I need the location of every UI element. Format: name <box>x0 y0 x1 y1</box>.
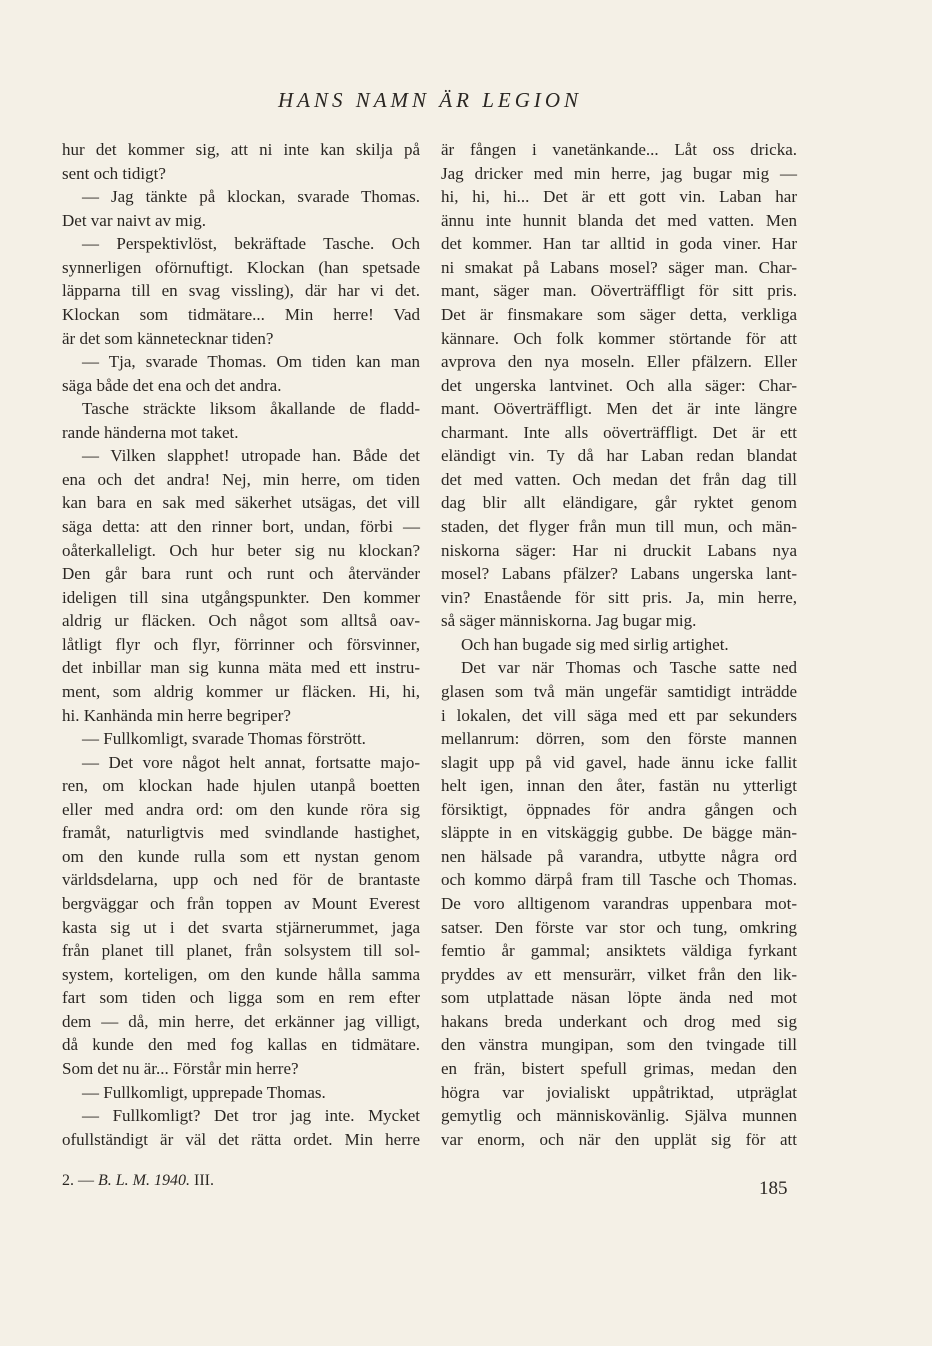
text-line: slagit upp på vid gavel, hade ännu icke fallit <box>441 752 797 772</box>
text-line: kasta sig ut i det svarta stjärnerummet, jaga <box>62 917 420 937</box>
text-line: charmant. Inte alls oöverträffligt. Det är ett <box>441 422 797 442</box>
text-line: staden, det flyger från mun till mun, och män- <box>441 517 797 536</box>
text-line: hur det kommer sig, att ni inte kan skilja på <box>62 140 420 159</box>
text-line: Det är finsmakare som säger detta, verkliga <box>441 304 797 324</box>
text-line: glasen som två män ungefär samtidigt inträdde <box>441 681 797 701</box>
text-line: gemytlig och människovänlig. Själva munnen <box>441 1106 797 1126</box>
text-line: det med vatten. Och medan det från dag till <box>441 469 797 489</box>
text-line: Jag dricker med min herre, jag bugar mig — <box>441 163 797 183</box>
text-line: ren, om klockan hade hjulen utanpå boetten <box>62 776 420 796</box>
text-line: säga detta: att den rinner bort, undan, förbi — <box>62 517 420 536</box>
text-line: niskorna säger: Har ni druckit Labans nya <box>441 540 797 560</box>
text-line: dem — då, min herre, det erkänner jag villigt, <box>62 1011 420 1031</box>
text-line: säga både det ena och det andra. <box>62 375 282 395</box>
journal-name: B. L. M. 1940. <box>98 1172 190 1189</box>
text-line: Klockan som tidmätare... Min herre! Vad <box>62 304 420 324</box>
text-line: Det var när Thomas och Tasche satte ned <box>461 658 797 678</box>
text-line: Det var naivt av mig. <box>62 210 206 230</box>
signature-number: 2. — <box>62 1172 94 1189</box>
text-line: Som det nu är... Förstår min herre? <box>62 1058 299 1078</box>
text-line: den vänstra mungipan, som den tvingade till <box>441 1035 797 1055</box>
text-line: är fången i vanetänkande... Låt oss dricka. <box>441 140 797 159</box>
text-line: läpparna till en svag vissling), där har vi det. <box>62 281 420 301</box>
text-line: var enorm, och när den upplät sig för att <box>441 1129 797 1149</box>
volume-number: III. <box>194 1172 214 1189</box>
text-line: fart som tiden och ligga som en rem efter <box>62 988 420 1008</box>
text-line: system, korteligen, om den kunde hålla samma <box>62 964 420 984</box>
text-line: eller med andra ord: om den kunde röra sig <box>62 799 420 819</box>
text-line: Den går bara runt och runt och återvänder <box>62 564 420 584</box>
text-line: aldrig ur fläcken. Och något som alltså oav- <box>62 611 420 631</box>
text-line: De voro alltigenom varandras uppenbara mot- <box>441 894 797 913</box>
text-line: ideligen till sina utgångspunkter. Den kommer <box>62 587 420 607</box>
text-line: vin? Enastående för sitt pris. Ja, min herre, <box>441 587 797 607</box>
text-line: Tasche sträckte liksom åkallande de fladd- <box>82 399 420 419</box>
text-line: — Fullkomligt? Det tror jag inte. Mycket <box>82 1106 420 1126</box>
text-line: ofullständigt är väl det rätta ordet. Min herre <box>62 1129 420 1149</box>
text-line: hi. Kanhända min herre begriper? <box>62 705 291 725</box>
text-line: mant, säger man. Oöverträffligt för sitt pris. <box>441 281 797 301</box>
page-number: 185 <box>759 1178 788 1199</box>
text-line: släppte in en vitskäggig gubbe. De bägge män- <box>441 823 797 843</box>
text-line: försiktigt, öppnades för andra gången och <box>441 799 797 819</box>
text-line: det ungerska lantvinet. Och alla säger: Char- <box>441 375 797 395</box>
text-line: satser. Den förste var stor och tung, omkring <box>441 917 797 937</box>
text-line: — Det vore något helt annat, fortsatte majo- <box>82 752 420 772</box>
text-line: och kommo därpå fram till Tasche och Thomas. <box>441 870 797 890</box>
running-title: HANS NAMN ÄR LEGION <box>277 88 583 112</box>
text-line: — Vilken slapphet! utropade han. Både det <box>82 446 420 466</box>
text-line: eländigt vin. Ty då har Laban redan blandat <box>441 446 797 466</box>
text-line: kännare. Och folk kommer störtande för att <box>441 328 797 348</box>
text-line: mellanrum: dörren, som den förste mannen <box>441 729 797 749</box>
text-line: femtio år gammal; ansiktets väldiga fyrkant <box>441 941 797 961</box>
text-line: om den kunde rulla som ett nystan genom <box>62 846 420 866</box>
text-line: världsdelarna, upp och ned för de brantaste <box>62 870 420 890</box>
text-line: helt igen, innan den åter, fastän nu ytterligt <box>441 776 797 796</box>
text-line: hakans breda underkant och drog med sig <box>441 1011 797 1031</box>
text-line: — Jag tänkte på klockan, svarade Thomas. <box>82 187 420 207</box>
text-line: ni smakat på Labans mosel? säger man. Char- <box>441 257 797 277</box>
text-line: från planet till planet, från solsystem till sol- <box>62 941 420 961</box>
right-text-column <box>441 138 797 1151</box>
text-line: — Perspektivlöst, bekräftade Tasche. Och <box>82 234 420 254</box>
text-line: det inbillar man sig kunna mäta med ett instru- <box>62 658 420 678</box>
footer-signature <box>62 1172 214 1190</box>
text-line: ment, som aldrig kommer ur fläcken. Hi, hi, <box>62 681 420 701</box>
text-line: — Fullkomligt, svarade Thomas förstrött. <box>82 729 366 749</box>
text-line: Och han bugade sig med sirlig artighet. <box>461 634 729 654</box>
text-line: rande händerna mot taket. <box>62 422 239 442</box>
text-line: i lokalen, det vill säga med ett par sekunders <box>441 705 797 725</box>
text-line: ännu inte hunnit blanda det med vatten. Men <box>441 210 797 230</box>
text-line: dag blir allt eländigare, går ryktet genom <box>441 493 797 513</box>
text-line: det kommer. Han tar alltid in goda viner. Har <box>441 234 797 254</box>
text-line: — Tja, svarade Thomas. Om tiden kan man <box>82 352 420 372</box>
text-line: mant. Oöverträffligt. Men det är inte längre <box>441 399 797 419</box>
text-line: — Fullkomligt, upprepade Thomas. <box>82 1082 326 1102</box>
text-line: synnerligen oförnuftigt. Klockan (han spetsade <box>62 257 420 277</box>
text-line: en frän, bistert spefull grimas, medan den <box>441 1058 797 1078</box>
text-line: sent och tidigt? <box>62 163 166 183</box>
left-text-column <box>62 138 420 1151</box>
text-line: avprova den nya moseln. Eller pfälzern. Eller <box>441 352 797 372</box>
text-line: pryddes av ett mensurärr, vilket från den lik- <box>441 964 797 984</box>
text-line: hi, hi, hi... Det är ett gott vin. Laban har <box>441 187 797 207</box>
text-line: ena och det andra! Nej, min herre, om tiden <box>62 469 420 489</box>
text-line: framåt, naturligtvis med svindlande hastighet, <box>62 823 420 843</box>
text-line: högra var jovialiskt uppåtriktad, utpräglat <box>441 1082 797 1102</box>
text-line: som utplattade näsan löpte ända ned mot <box>441 988 797 1008</box>
text-line: då kunde den med fog kallas en tidmätare. <box>62 1035 420 1055</box>
text-line: oåterkalleligt. Och hur beter sig nu klockan? <box>62 540 420 560</box>
text-line: är det som kännetecknar tiden? <box>62 328 274 348</box>
text-line: bergväggar och från toppen av Mount Everest <box>62 894 420 913</box>
text-line: nen hälsade på varandra, utbytte några ord <box>441 846 797 866</box>
text-line: så säger människorna. Jag bugar mig. <box>441 611 697 631</box>
text-line: låtligt flyr och flyr, förrinner och försvinner, <box>62 634 420 654</box>
text-line: kan bara en sak med säkerhet utsägas, det vill <box>62 493 420 513</box>
text-line: mosel? Labans pfälzer? Labans ungerska lant- <box>441 564 797 584</box>
